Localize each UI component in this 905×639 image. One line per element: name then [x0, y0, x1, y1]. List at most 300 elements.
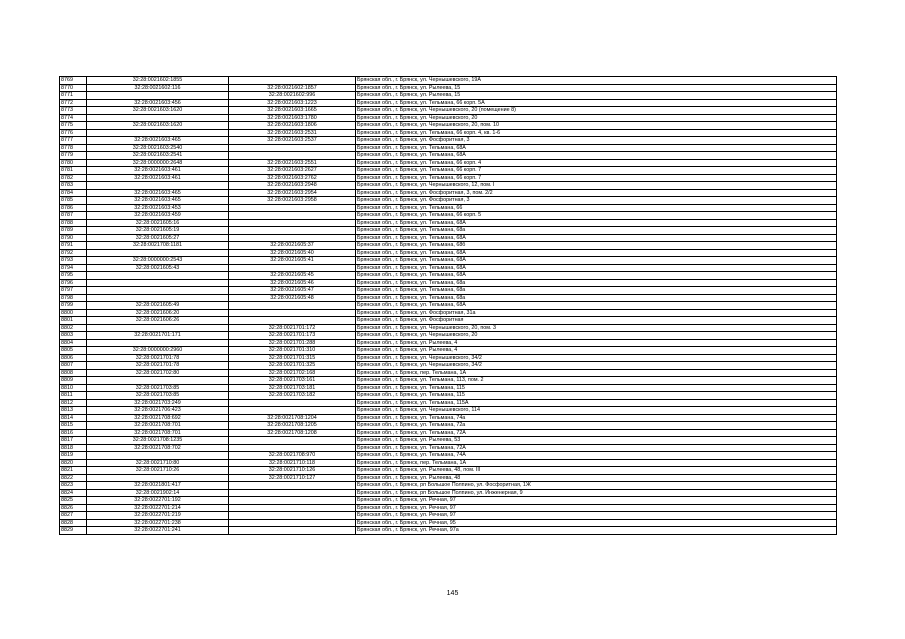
row-number-cell: 8827	[60, 512, 87, 520]
related-cadastral-number-cell	[229, 264, 356, 272]
address-cell: Брянская обл., г. Брянск, ул. Тельмана, 66 корп. 4, кв. 1-6	[356, 129, 837, 137]
table-row	[60, 512, 837, 520]
cadastral-number-cell	[87, 377, 229, 385]
table-row	[60, 257, 837, 265]
cadastral-number-cell: 32:28:0021605:19	[87, 227, 229, 235]
row-number-cell: 8809	[60, 377, 87, 385]
address-cell: Брянская обл., г. Брянск, ул. Рылеева, 4	[356, 347, 837, 355]
page-number: 145	[446, 590, 459, 597]
cadastral-number-cell: 32:28:0021708:1235	[87, 437, 229, 445]
cadastral-number-cell: 32:28:0021701:78	[87, 362, 229, 370]
cadastral-number-cell: 32:28:0021603:1620	[87, 107, 229, 115]
table-row	[60, 272, 837, 280]
cadastral-number-cell: 32:28:0022701:214	[87, 504, 229, 512]
related-cadastral-number-cell	[229, 444, 356, 452]
table-row	[60, 332, 837, 340]
address-cell: Брянская обл., г. Брянск, ул. Рылеева, 48	[356, 474, 837, 482]
cadastral-number-cell: 32:28:0022701:192	[87, 497, 229, 505]
cadastral-number-cell	[87, 182, 229, 190]
row-number-cell: 8820	[60, 459, 87, 467]
cadastral-number-cell	[87, 294, 229, 302]
cadastral-table	[59, 76, 837, 535]
table-row	[60, 527, 837, 535]
related-cadastral-number-cell	[229, 437, 356, 445]
table-row	[60, 234, 837, 242]
address-cell: Брянская обл., г. Брянск, ул. Тельмана, 68б	[356, 242, 837, 250]
related-cadastral-number-cell: 32:28:0021701:310	[229, 347, 356, 355]
related-cadastral-number-cell	[229, 77, 356, 85]
related-cadastral-number-cell	[229, 317, 356, 325]
table-row	[60, 302, 837, 310]
related-cadastral-number-cell	[229, 519, 356, 527]
related-cadastral-number-cell	[229, 309, 356, 317]
related-cadastral-number-cell: 32:28:0021710:126	[229, 467, 356, 475]
address-cell: Брянская обл., г. Брянск, ул. Тельмана, 68а	[356, 287, 837, 295]
row-number-cell: 8790	[60, 234, 87, 242]
cadastral-number-cell: 32:28:0021605:49	[87, 302, 229, 310]
address-cell: Брянская обл., г. Брянск, ул. Тельмана, 66 корп. 4	[356, 159, 837, 167]
related-cadastral-number-cell	[229, 489, 356, 497]
cadastral-number-cell: 32:28:0021603:2540	[87, 144, 229, 152]
row-number-cell: 8816	[60, 429, 87, 437]
table-row	[60, 174, 837, 182]
row-number-cell: 8807	[60, 362, 87, 370]
address-cell: Брянская обл., г. Брянск, ул. Фосфоритная, 3	[356, 137, 837, 145]
address-cell: Брянская обл., г. Брянск, ул. Тельмана, 68А	[356, 219, 837, 227]
related-cadastral-number-cell: 32:28:0021708:970	[229, 452, 356, 460]
related-cadastral-number-cell	[229, 399, 356, 407]
address-cell: Брянская обл., г. Брянск, ул. Тельмана, 66 корп. 5	[356, 212, 837, 220]
cadastral-number-cell: 32:28:0021902:14	[87, 489, 229, 497]
table-row	[60, 497, 837, 505]
table-row	[60, 77, 837, 85]
cadastral-number-cell	[87, 272, 229, 280]
cadastral-number-cell: 32:28:0021605:43	[87, 264, 229, 272]
row-number-cell: 8828	[60, 519, 87, 527]
row-number-cell: 8777	[60, 137, 87, 145]
cadastral-number-cell: 32:28:0021702:80	[87, 369, 229, 377]
cadastral-number-cell: 32:28:0021603:456	[87, 99, 229, 107]
row-number-cell: 8786	[60, 204, 87, 212]
table-row	[60, 317, 837, 325]
row-number-cell: 8826	[60, 504, 87, 512]
cadastral-number-cell: 32:28:0021603:459	[87, 212, 229, 220]
related-cadastral-number-cell: 32:28:0021603:2948	[229, 182, 356, 190]
table-row	[60, 279, 837, 287]
row-number-cell: 8815	[60, 422, 87, 430]
cadastral-number-cell: 32:28:0021605:16	[87, 219, 229, 227]
address-cell: Брянская обл., г. Брянск, рп Большое Полпино, ул. Фосфоритная, 1Ж	[356, 482, 837, 490]
cadastral-number-cell	[87, 249, 229, 257]
cadastral-number-cell: 32:28:0021606:26	[87, 317, 229, 325]
address-cell: Брянская обл., г. Брянск, ул. Тельмана, 68А	[356, 264, 837, 272]
address-cell: Брянская обл., г. Брянск, ул. Тельмана, 115	[356, 384, 837, 392]
row-number-cell: 8775	[60, 122, 87, 130]
address-cell: Брянская обл., г. Брянск, ул. Тельмана, 66 корп. 7	[356, 174, 837, 182]
cadastral-number-cell: 32:28:0021710:26	[87, 467, 229, 475]
related-cadastral-number-cell	[229, 407, 356, 415]
related-cadastral-number-cell: 32:28:0021703:182	[229, 392, 356, 400]
address-cell: Брянская обл., г. Брянск, ул. Фосфоритная, 3	[356, 197, 837, 205]
related-cadastral-number-cell: 32:28:0021701:173	[229, 332, 356, 340]
row-number-cell: 8772	[60, 99, 87, 107]
row-number-cell: 8819	[60, 452, 87, 460]
address-cell: Брянская обл., г. Брянск, ул. Речная, 97а	[356, 527, 837, 535]
cadastral-number-cell: 32:28:0021603:465	[87, 137, 229, 145]
cadastral-number-cell: 32:28:0021708:702	[87, 444, 229, 452]
table-row	[60, 467, 837, 475]
row-number-cell: 8801	[60, 317, 87, 325]
row-number-cell: 8810	[60, 384, 87, 392]
table-row	[60, 144, 837, 152]
related-cadastral-number-cell: 32:28:0021708:1208	[229, 429, 356, 437]
address-cell: Брянская обл., г. Брянск, пер. Тельмана, 1А	[356, 369, 837, 377]
row-number-cell: 8787	[60, 212, 87, 220]
table-row	[60, 504, 837, 512]
related-cadastral-number-cell	[229, 527, 356, 535]
address-cell: Брянская обл., г. Брянск, ул. Тельмана, 68А	[356, 257, 837, 265]
row-number-cell: 8803	[60, 332, 87, 340]
address-cell: Брянская обл., г. Брянск, ул. Тельмана, 68А	[356, 234, 837, 242]
cadastral-number-cell: 32:28:0021701:78	[87, 354, 229, 362]
row-number-cell: 8800	[60, 309, 87, 317]
address-cell: Брянская обл., г. Брянск, ул. Чернышевского, 34/2	[356, 354, 837, 362]
cadastral-number-cell: 32:28:0021603:1620	[87, 122, 229, 130]
related-cadastral-number-cell: 32:28:0021603:1806	[229, 122, 356, 130]
table-row	[60, 212, 837, 220]
row-number-cell: 8783	[60, 182, 87, 190]
cadastral-number-cell: 32:28:0022701:238	[87, 519, 229, 527]
table-row	[60, 99, 837, 107]
cadastral-table-body	[60, 77, 837, 535]
related-cadastral-number-cell	[229, 144, 356, 152]
address-cell: Брянская обл., г. Брянск, ул. Фосфоритная, 3, пом. 2/2	[356, 189, 837, 197]
table-row	[60, 384, 837, 392]
table-row	[60, 287, 837, 295]
row-number-cell: 8805	[60, 347, 87, 355]
table-row	[60, 129, 837, 137]
address-cell: Брянская обл., г. Брянск, ул. Тельмана, 72А	[356, 429, 837, 437]
address-cell: Брянская обл., г. Брянск, ул. Тельмана, 66 корп. 7	[356, 167, 837, 175]
address-cell: Брянская обл., г. Брянск, ул. Рылеева, 15	[356, 84, 837, 92]
cadastral-number-cell: 32:28:0021603:453	[87, 204, 229, 212]
table-row	[60, 489, 837, 497]
row-number-cell: 8780	[60, 159, 87, 167]
table-row	[60, 197, 837, 205]
cadastral-number-cell	[87, 324, 229, 332]
cadastral-number-cell	[87, 279, 229, 287]
row-number-cell: 8806	[60, 354, 87, 362]
row-number-cell: 8794	[60, 264, 87, 272]
address-cell: Брянская обл., г. Брянск, ул. Тельмана, 113, пом. 2	[356, 377, 837, 385]
row-number-cell: 8799	[60, 302, 87, 310]
address-cell: Брянская обл., г. Брянск, рп Большое Полпино, ул. Инженерная, 9	[356, 489, 837, 497]
related-cadastral-number-cell	[229, 302, 356, 310]
cadastral-number-cell: 32:28:0021801:417	[87, 482, 229, 490]
address-cell: Брянская обл., г. Брянск, ул. Тельмана, 66 корп. 5А	[356, 99, 837, 107]
row-number-cell: 8770	[60, 84, 87, 92]
address-cell: Брянская обл., г. Брянск, ул. Чернышевского, 20, пом. 3	[356, 324, 837, 332]
address-cell: Брянская обл., г. Брянск, ул. Чернышевского, 34/2	[356, 362, 837, 370]
address-cell: Брянская обл., г. Брянск, ул. Тельмана, 68А	[356, 249, 837, 257]
row-number-cell: 8824	[60, 489, 87, 497]
address-cell: Брянская обл., г. Брянск, ул. Чернышевского, 20	[356, 332, 837, 340]
related-cadastral-number-cell: 32:28:0021605:47	[229, 287, 356, 295]
row-number-cell: 8774	[60, 114, 87, 122]
table-row	[60, 519, 837, 527]
related-cadastral-number-cell	[229, 219, 356, 227]
table-row	[60, 399, 837, 407]
address-cell: Брянская обл., г. Брянск, ул. Речная, 95	[356, 519, 837, 527]
cadastral-number-cell	[87, 452, 229, 460]
table-row	[60, 422, 837, 430]
row-number-cell: 8829	[60, 527, 87, 535]
cadastral-number-cell: 32:28:0021602:1855	[87, 77, 229, 85]
cadastral-number-cell: 32:28:0021703:85	[87, 392, 229, 400]
cadastral-number-cell: 32:28:0021603:2541	[87, 152, 229, 160]
address-cell: Брянская обл., г. Брянск, ул. Рылеева, 53	[356, 437, 837, 445]
row-number-cell: 8814	[60, 414, 87, 422]
row-number-cell: 8797	[60, 287, 87, 295]
address-cell: Брянская обл., г. Брянск, ул. Речная, 97	[356, 512, 837, 520]
table-row	[60, 459, 837, 467]
cadastral-number-cell: 32:28:0021706:423	[87, 407, 229, 415]
address-cell: Брянская обл., г. Брянск, ул. Тельмана, 72А	[356, 444, 837, 452]
related-cadastral-number-cell: 32:28:0021602:996	[229, 92, 356, 100]
table-row	[60, 474, 837, 482]
related-cadastral-number-cell: 32:28:0021702:168	[229, 369, 356, 377]
related-cadastral-number-cell: 32:28:0021603:2531	[229, 129, 356, 137]
row-number-cell: 8796	[60, 279, 87, 287]
row-number-cell: 8792	[60, 249, 87, 257]
table-row	[60, 452, 837, 460]
row-number-cell: 8784	[60, 189, 87, 197]
related-cadastral-number-cell: 32:28:0021701:325	[229, 362, 356, 370]
row-number-cell: 8808	[60, 369, 87, 377]
table-row	[60, 137, 837, 145]
table-row	[60, 362, 837, 370]
related-cadastral-number-cell: 32:28:0021703:181	[229, 384, 356, 392]
address-cell: Брянская обл., г. Брянск, ул. Тельмана, 68а	[356, 294, 837, 302]
related-cadastral-number-cell: 32:28:0021708:1204	[229, 414, 356, 422]
row-number-cell: 8821	[60, 467, 87, 475]
row-number-cell: 8823	[60, 482, 87, 490]
cadastral-number-cell: 32:28:0021605:27	[87, 234, 229, 242]
table-row	[60, 107, 837, 115]
related-cadastral-number-cell: 32:28:0021710:127	[229, 474, 356, 482]
row-number-cell: 8776	[60, 129, 87, 137]
related-cadastral-number-cell	[229, 227, 356, 235]
row-number-cell: 8769	[60, 77, 87, 85]
table-row	[60, 84, 837, 92]
related-cadastral-number-cell: 32:28:0021603:2762	[229, 174, 356, 182]
address-cell: Брянская обл., г. Брянск, ул. Фосфоритная, 31а	[356, 309, 837, 317]
row-number-cell: 8804	[60, 339, 87, 347]
row-number-cell: 8779	[60, 152, 87, 160]
related-cadastral-number-cell: 32:28:0021603:2627	[229, 167, 356, 175]
related-cadastral-number-cell	[229, 497, 356, 505]
address-cell: Брянская обл., г. Брянск, ул. Речная, 97	[356, 497, 837, 505]
cadastral-number-cell: 32:28:0000000:2543	[87, 257, 229, 265]
cadastral-number-cell	[87, 114, 229, 122]
row-number-cell: 8793	[60, 257, 87, 265]
related-cadastral-number-cell: 32:28:0021701:315	[229, 354, 356, 362]
row-number-cell: 8813	[60, 407, 87, 415]
table-row	[60, 339, 837, 347]
table-row	[60, 407, 837, 415]
related-cadastral-number-cell	[229, 234, 356, 242]
address-cell: Брянская обл., г. Брянск, ул. Чернышевского, 12, пом. I	[356, 182, 837, 190]
cadastral-number-cell: 32:28:0021708:692	[87, 414, 229, 422]
address-cell: Брянская обл., г. Брянск, ул. Рылеева, 48, пом. III	[356, 467, 837, 475]
related-cadastral-number-cell: 32:28:0021603:1223	[229, 99, 356, 107]
table-row	[60, 92, 837, 100]
row-number-cell: 8812	[60, 399, 87, 407]
related-cadastral-number-cell: 32:28:0021710:118	[229, 459, 356, 467]
related-cadastral-number-cell: 32:28:0021605:45	[229, 272, 356, 280]
table-row	[60, 122, 837, 130]
related-cadastral-number-cell	[229, 212, 356, 220]
cadastral-number-cell: 32:28:0021606:20	[87, 309, 229, 317]
table-row	[60, 369, 837, 377]
cadastral-number-cell: 32:28:0021703:249	[87, 399, 229, 407]
address-cell: Брянская обл., г. Брянск, ул. Чернышевского, 20, пом. 10	[356, 122, 837, 130]
row-number-cell: 8771	[60, 92, 87, 100]
related-cadastral-number-cell: 32:28:0021603:2537	[229, 137, 356, 145]
address-cell: Брянская обл., г. Брянск, ул. Чернышевского, 19А	[356, 77, 837, 85]
related-cadastral-number-cell: 32:28:0021708:1205	[229, 422, 356, 430]
address-cell: Брянская обл., г. Брянск, ул. Чернышевского, 20 (помещение 8)	[356, 107, 837, 115]
related-cadastral-number-cell: 32:28:0021605:41	[229, 257, 356, 265]
cadastral-number-cell: 32:28:0021603:465	[87, 189, 229, 197]
row-number-cell: 8773	[60, 107, 87, 115]
table-row	[60, 414, 837, 422]
address-cell: Брянская обл., г. Брянск, ул. Тельмана, 68а	[356, 279, 837, 287]
address-cell: Брянская обл., г. Брянск, ул. Тельмана, 115	[356, 392, 837, 400]
address-cell: Брянская обл., г. Брянск, ул. Рылеева, 15	[356, 92, 837, 100]
cadastral-number-cell	[87, 92, 229, 100]
address-cell: Брянская обл., г. Брянск, ул. Тельмана, 68А	[356, 152, 837, 160]
table-row	[60, 354, 837, 362]
related-cadastral-number-cell	[229, 512, 356, 520]
cadastral-number-cell	[87, 339, 229, 347]
row-number-cell: 8782	[60, 174, 87, 182]
table-row	[60, 444, 837, 452]
related-cadastral-number-cell: 32:28:0021605:46	[229, 279, 356, 287]
cadastral-number-cell: 32:28:0021701:171	[87, 332, 229, 340]
table-row	[60, 324, 837, 332]
row-number-cell: 8778	[60, 144, 87, 152]
related-cadastral-number-cell: 32:28:0021605:40	[229, 249, 356, 257]
related-cadastral-number-cell	[229, 504, 356, 512]
table-row	[60, 159, 837, 167]
related-cadastral-number-cell: 32:28:0021603:1780	[229, 114, 356, 122]
table-row	[60, 242, 837, 250]
cadastral-number-cell: 32:28:0021703:85	[87, 384, 229, 392]
table-row	[60, 264, 837, 272]
cadastral-number-cell: 32:28:0021603:461	[87, 167, 229, 175]
related-cadastral-number-cell	[229, 152, 356, 160]
related-cadastral-number-cell	[229, 482, 356, 490]
related-cadastral-number-cell: 32:28:0021605:37	[229, 242, 356, 250]
table-row	[60, 182, 837, 190]
table-row	[60, 429, 837, 437]
cadastral-number-cell: 32:28:0022701:219	[87, 512, 229, 520]
address-cell: Брянская обл., г. Брянск, ул. Тельмана, 66	[356, 204, 837, 212]
table-row	[60, 167, 837, 175]
cadastral-number-cell: 32:28:0021710:80	[87, 459, 229, 467]
row-number-cell: 8798	[60, 294, 87, 302]
table-row	[60, 482, 837, 490]
related-cadastral-number-cell: 32:28:0021603:1665	[229, 107, 356, 115]
table-row	[60, 114, 837, 122]
row-number-cell: 8785	[60, 197, 87, 205]
row-number-cell: 8818	[60, 444, 87, 452]
related-cadastral-number-cell: 32:28:0021603:2551	[229, 159, 356, 167]
row-number-cell: 8788	[60, 219, 87, 227]
table-row	[60, 392, 837, 400]
address-cell: Брянская обл., г. Брянск, ул. Тельмана, 74А	[356, 452, 837, 460]
cadastral-number-cell: 32:28:0021603:465	[87, 197, 229, 205]
address-cell: Брянская обл., г. Брянск, ул. Тельмана, 72а	[356, 422, 837, 430]
related-cadastral-number-cell: 32:28:0021701:172	[229, 324, 356, 332]
address-cell: Брянская обл., г. Брянск, пер. Тельмана, 1А	[356, 459, 837, 467]
related-cadastral-number-cell	[229, 204, 356, 212]
address-cell: Брянская обл., г. Брянск, ул. Тельмана, 68А	[356, 302, 837, 310]
row-number-cell: 8789	[60, 227, 87, 235]
related-cadastral-number-cell: 32:28:0021605:48	[229, 294, 356, 302]
table-row	[60, 152, 837, 160]
row-number-cell: 8802	[60, 324, 87, 332]
row-number-cell: 8811	[60, 392, 87, 400]
related-cadastral-number-cell: 32:28:0021603:2958	[229, 197, 356, 205]
address-cell: Брянская обл., г. Брянск, ул. Тельмана, 74а	[356, 414, 837, 422]
cadastral-number-cell: 32:28:0022701:241	[87, 527, 229, 535]
row-number-cell: 8817	[60, 437, 87, 445]
table-row	[60, 227, 837, 235]
cadastral-number-cell	[87, 287, 229, 295]
row-number-cell: 8781	[60, 167, 87, 175]
table-row	[60, 249, 837, 257]
table-row	[60, 219, 837, 227]
table-row	[60, 347, 837, 355]
related-cadastral-number-cell: 32:28:0021701:288	[229, 339, 356, 347]
table-row	[60, 189, 837, 197]
cadastral-number-cell	[87, 474, 229, 482]
address-cell: Брянская обл., г. Брянск, ул. Тельмана, 68А	[356, 144, 837, 152]
table-row	[60, 309, 837, 317]
address-cell: Брянская обл., г. Брянск, ул. Речная, 97	[356, 504, 837, 512]
table-row	[60, 437, 837, 445]
cadastral-number-cell: 32:28:0021708:701	[87, 429, 229, 437]
related-cadastral-number-cell: 32:28:0021703:161	[229, 377, 356, 385]
cadastral-number-cell: 32:28:0021602:116	[87, 84, 229, 92]
address-cell: Брянская обл., г. Брянск, ул. Чернышевского, 114	[356, 407, 837, 415]
row-number-cell: 8825	[60, 497, 87, 505]
cadastral-number-cell: 32:28:0000000:2960	[87, 347, 229, 355]
cadastral-number-cell: 32:28:0021603:461	[87, 174, 229, 182]
row-number-cell: 8791	[60, 242, 87, 250]
related-cadastral-number-cell: 32:28:0021602:1857	[229, 84, 356, 92]
table-row	[60, 204, 837, 212]
address-cell: Брянская обл., г. Брянск, ул. Чернышевского, 20	[356, 114, 837, 122]
table-row	[60, 294, 837, 302]
cadastral-number-cell: 32:28:0021708:1181	[87, 242, 229, 250]
table-row	[60, 377, 837, 385]
address-cell: Брянская обл., г. Брянск, ул. Тельмана, 68А	[356, 272, 837, 280]
address-cell: Брянская обл., г. Брянск, ул. Тельмана, 115А	[356, 399, 837, 407]
cadastral-number-cell: 32:28:0021708:701	[87, 422, 229, 430]
